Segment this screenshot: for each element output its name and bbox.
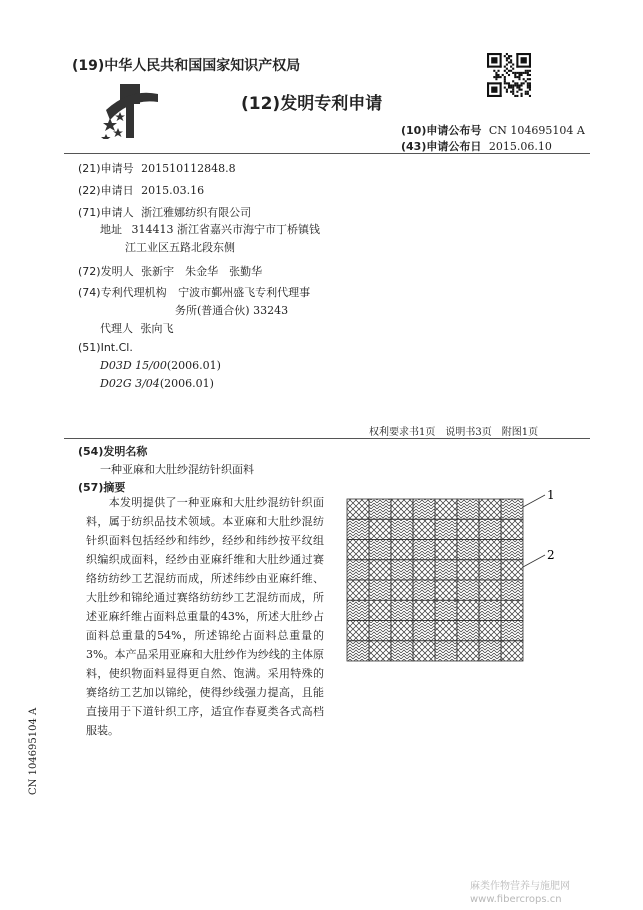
weave-cell [391,519,413,539]
header-divider [64,153,590,154]
app-no: 201510112848.8 [141,162,236,175]
weave-cell [369,540,391,560]
weave-cell [457,499,479,519]
abstract-label: (57)摘要 [78,481,126,494]
weave-cell [369,621,391,641]
weave-cell [347,519,369,539]
weave-cell [369,499,391,519]
pub-no-label: (10)申请公布号 [401,124,482,137]
weave-cell [413,560,435,580]
weave-cell [479,580,501,600]
weave-cell [369,519,391,539]
weave-cell [413,621,435,641]
agency-line1: 宁波市鄞州盛飞专利代理事 [178,286,311,299]
app-date-label: (22)申请日 [78,184,134,197]
weave-cell [347,540,369,560]
weave-cell [479,499,501,519]
weave-cell [413,580,435,600]
watermark: 麻类作物营养与施肥网 www.fibercrops.cn [470,881,570,905]
weave-cell [391,560,413,580]
cnipa-logo [100,80,164,140]
weave-cell [501,621,523,641]
weave-cell [435,519,457,539]
weave-cell [391,499,413,519]
weave-cell [369,560,391,580]
weave-cell [369,641,391,661]
weave-cell [347,560,369,580]
weave-cell [391,641,413,661]
weave-cell [457,600,479,620]
agency-label: (74)专利代理机构 [78,286,167,299]
weave-cell [413,540,435,560]
address-label: 地址 [100,223,122,236]
weave-cell [413,519,435,539]
abstract-text: 本发明提供了一种亚麻和大肚纱混纺针织面料，属于纺织品技术领域。本亚麻和大肚纱混纺针织面料包括经纱和纬纱，经纱和纬纱按平纹组织编织成面料，经纱由亚麻纤维和大肚纱通过赛络纺纺纱工艺混纺而成，所述纬纱由亚麻纤维、大肚纱和锦纶通过赛络纺纺纱工艺混纺而成，所述亚麻纤维占面料总重量的43%，所述大肚纱占面料总重量的54%，所述锦纶占面料总重量的3%。本产品采用亚麻和大肚纱作为纱线的主体原料，使织物面料显得更自然、饱满。采用特殊的赛络纺工艺加以锦纶，使得纱线强力提高，且能直接用于下道针织工序，适宜作春夏类各式高档服装。 [86,496,324,737]
class2-year: (2006.01) [159,377,214,390]
weave-cell [413,641,435,661]
pub-no: CN 104695104 A [488,124,585,137]
weave-cell [501,600,523,620]
weave-cell [347,641,369,661]
weave-cell [501,519,523,539]
agent: 张向飞 [140,322,174,335]
figure-label-1: 1 [547,488,555,502]
weave-cell [501,540,523,560]
weave-cell [457,621,479,641]
applicant: 浙江雅娜纺织有限公司 [141,206,252,219]
address-line1: 314413 浙江省嘉兴市海宁市丁桥镇钱 [131,223,320,236]
weave-cell [391,580,413,600]
pub-date: 2015.06.10 [488,140,552,153]
page-counts: 权利要求书1页 说明书3页 附图1页 [369,427,539,438]
weave-cell [457,540,479,560]
weave-cell [435,499,457,519]
class1-year: (2006.01) [166,359,221,372]
inventor-label: (72)发明人 [78,265,134,278]
weave-cell [369,580,391,600]
weave-cell [391,540,413,560]
document-type: (12)发明专利申请 [241,94,383,114]
figure-label-2: 2 [547,548,555,562]
weave-cell [413,499,435,519]
weave-cell [347,621,369,641]
inventors: 张新宇 朱金华 张勤华 [141,265,263,278]
weave-cell [479,519,501,539]
weave-cell [347,580,369,600]
weave-cell [501,641,523,661]
class2-code: D02G 3/04 [100,377,160,390]
applicant-label: (71)申请人 [78,206,134,219]
weave-cell [369,600,391,620]
weave-cell [391,600,413,620]
qr-code [487,53,531,97]
weave-cell [457,560,479,580]
weave-cell [435,560,457,580]
weave-cell [479,560,501,580]
invention-name: 一种亚麻和大肚纱混纺针织面料 [100,463,254,476]
weave-cell [347,600,369,620]
app-no-label: (21)申请号 [78,162,134,175]
weave-cell [457,641,479,661]
weave-cell [479,600,501,620]
weave-cell [479,540,501,560]
class1-code: D03D 15/00 [100,359,167,372]
weave-cell [479,621,501,641]
invention-name-label: (54)发明名称 [78,445,148,458]
weave-cell [435,621,457,641]
side-pub-number: CN 104695104 A [28,707,39,795]
weave-cell [501,580,523,600]
weave-cell [391,621,413,641]
weave-cell [457,519,479,539]
counts-divider [64,438,590,439]
weave-cell [435,641,457,661]
agency-line2: 务所(普通合伙) 33243 [175,304,289,317]
intcl-label: (51)Int.Cl. [78,341,133,354]
agent-label: 代理人 [100,322,133,335]
address-line2: 江工业区五路北段东侧 [125,241,235,254]
weave-cell [435,540,457,560]
office-name: (19)中华人民共和国国家知识产权局 [72,58,301,74]
weave-cell [347,499,369,519]
weave-cell [413,600,435,620]
weave-cell [479,641,501,661]
app-date: 2015.03.16 [141,184,205,197]
weave-cell [501,560,523,580]
pub-date-label: (43)申请公布日 [401,140,482,153]
weave-cell [457,580,479,600]
weave-cell [501,499,523,519]
weave-cell [435,580,457,600]
fabric-figure [335,485,570,670]
weave-cell [435,600,457,620]
